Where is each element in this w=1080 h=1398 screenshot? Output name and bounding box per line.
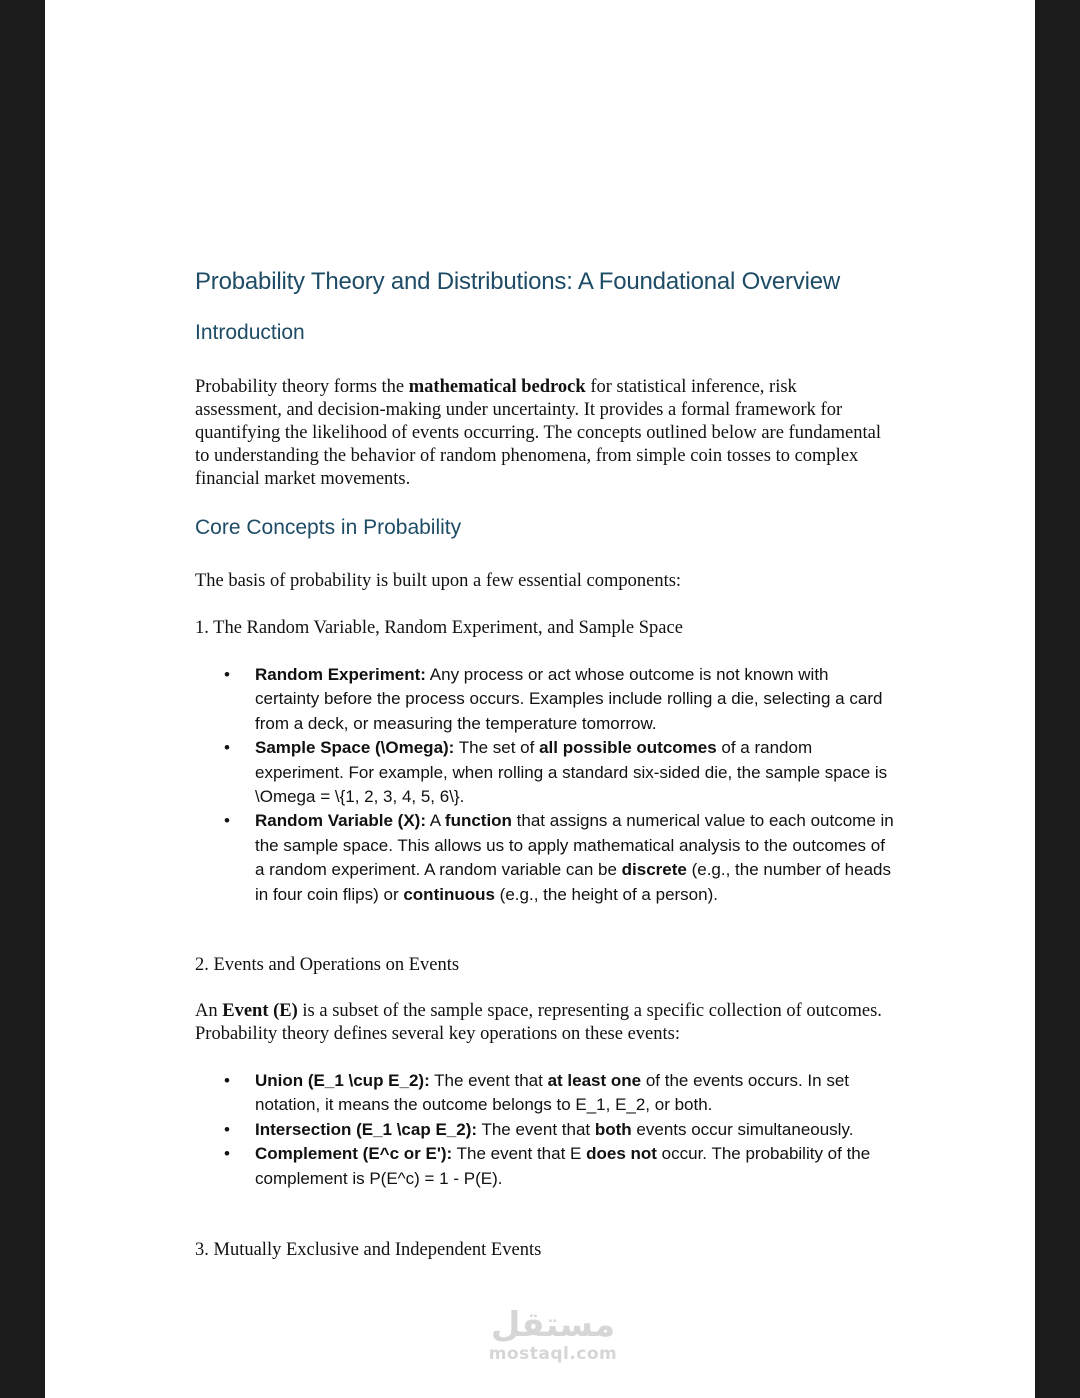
watermark-latin: mostaql.com <box>488 1344 618 1364</box>
list-item: • Random Experiment: Any process or act whose outcome is not known with certainty before the process occurs. Examples include rolling a die, selecting a card from a deck, or measuring the temperature tomorrow. <box>224 665 883 733</box>
section-2-list <box>195 1069 895 1191</box>
core-concepts-heading: Core Concepts in Probability <box>195 516 462 539</box>
section-2-title: 2. Events and Operations on Events <box>195 955 460 975</box>
list-item: • Complement (E^c or E'): The event that E does not occur. The probability of the complement is P(E^c) = 1 - P(E). <box>224 1144 871 1188</box>
bullet-icon: • <box>224 1071 230 1090</box>
list-item: • Intersection (E_1 \cap E_2): The event that both events occur simultaneously. <box>195 1118 895 1142</box>
section-1-list <box>195 663 895 907</box>
list-item: • Union (E_1 \cup E_2): The event that at least one of the events occurs. In set notation, it means the outcome belongs to E_1, E_2, or both. <box>224 1071 850 1115</box>
bullet-icon: • <box>224 738 230 758</box>
section-2-paragraph: An Event (E) is a subset of the sample space, representing a specific collection of outcomes. Probability theory defines several key operations on these events: <box>195 1001 882 1044</box>
section-1-title: 1. The Random Variable, Random Experiment, and Sample Space <box>195 618 683 638</box>
intro-heading: Introduction <box>195 321 305 344</box>
section-3-title: 3. Mutually Exclusive and Independent Events <box>195 1240 542 1260</box>
bullet-icon: • <box>224 811 230 831</box>
document-title: Probability Theory and Distributions: A Foundational Overview <box>195 268 841 295</box>
watermark-arabic: مستقل <box>490 1305 616 1345</box>
mostaql-watermark <box>473 1306 633 1364</box>
bullet-icon: • <box>224 665 230 684</box>
intro-paragraph: Probability theory forms the mathematical bedrock for statistical inference, risk assessment, and decision-making under uncertainty. It provides a formal framework for quantifying the likelihood of events occurring. The concepts outlined below are fundamental to understanding the behavior of random phenomena, from simple coin tosses to complex financial market movements. <box>195 377 882 489</box>
list-item: • Sample Space (\Omega): The set of all possible outcomes of a random experiment. For example, when rolling a standard six-sided die, the sample space is \Omega = \{1, 2, 3, 4, 5, 6\}. <box>224 738 888 807</box>
document-page <box>45 0 1035 1398</box>
bullet-icon: • <box>224 1144 230 1164</box>
bullet-icon: • <box>224 1119 230 1139</box>
core-lead-paragraph: The basis of probability is built upon a few essential components: <box>195 571 682 591</box>
list-item: • Random Variable (X): A function that assigns a numerical value to each outcome in the sample space. This allows us to apply mathematical analysis to the outcomes of a random experiment. A random variable can be discrete (e.g., the number of heads in four coin flips) or continuous (e.g., the height of a person). <box>224 811 894 904</box>
